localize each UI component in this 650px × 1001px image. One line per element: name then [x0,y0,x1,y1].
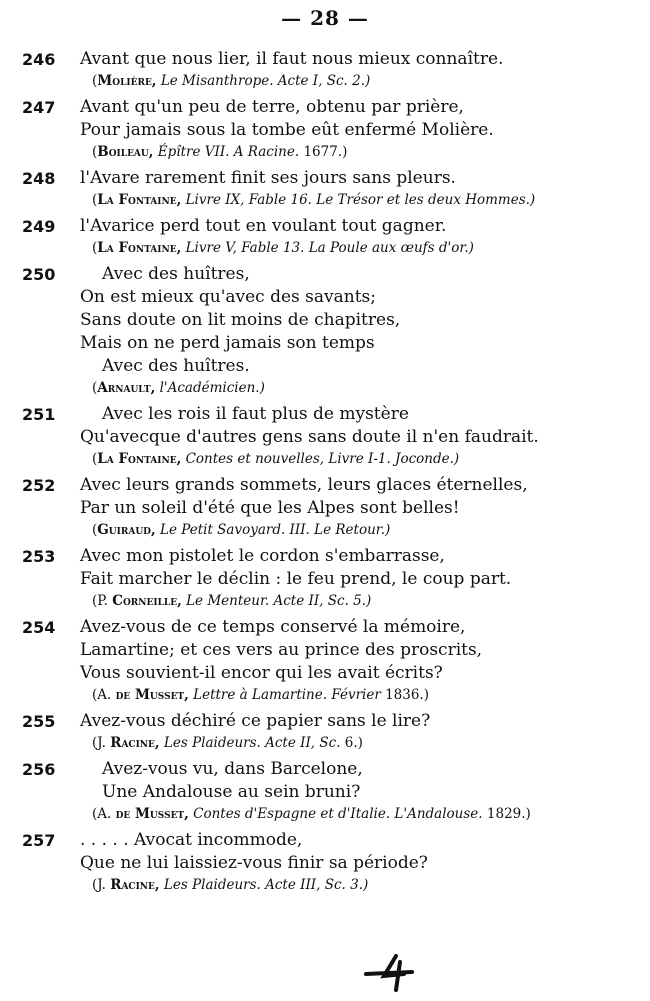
verse-line: l'Avarice perd tout en voulant tout gagner. [80,216,447,236]
entry-number: 252 [22,476,56,495]
verse-line: Lamartine; et ces vers au prince des proscrits, [80,640,483,660]
entry-number: 248 [22,169,56,188]
citation-source [80,733,650,753]
citation-source [80,238,650,258]
quotation-entry [0,616,650,705]
verse-line: Avec leurs grands sommets, leurs glaces éternelles, [80,475,528,495]
verse-line: Avec les rois il faut plus de mystère [102,404,409,424]
citation-author: Racine, [110,877,160,893]
citation-work: Les Plaideurs. Acte III, Sc. 3.) [163,877,369,893]
verse-line: Mais on ne perd jamais son temps [80,333,375,353]
quotation-entry [0,96,650,162]
citation-work: Les Plaideurs. Acte II, Sc. [163,735,341,751]
citation-author: Racine, [110,735,160,751]
verse-line: . . . . . Avocat incommode, [80,830,303,850]
citation-work: Le Menteur. Acte II, Sc. 5.) [186,593,372,609]
entry-number: 256 [22,760,56,779]
page-number: — 28 — [281,6,369,30]
verse-line: Avez-vous déchiré ce papier sans le lire? [80,711,431,731]
quotation-list [0,48,650,900]
citation-year: 1836.) [385,687,430,703]
verse-line: Fait marcher le déclin : le feu prend, le coup part. [80,569,512,589]
quotation-entry [0,710,650,753]
citation-author: Guiraud, [97,522,156,538]
citation-work: l'Académicien.) [159,380,265,396]
citation-work: Livre IX, Fable 16. Le Trésor et les deux Hommes.) [185,192,536,208]
quotation-entry [0,829,650,895]
citation-prefix: ( [92,451,98,467]
citation-year: 1677.) [303,144,348,160]
citation-prefix: ( [92,380,98,396]
citation-prefix: ( [92,73,98,89]
entry-number: 247 [22,98,56,117]
entry-number: 249 [22,217,56,236]
citation-work: Lettre à Lamartine. Février [193,687,381,703]
verse-line: Vous souvient-il encor qui les avait écrits? [80,663,443,683]
entry-number: 254 [22,618,56,637]
citation-prefix: ( [92,240,98,256]
citation-source [80,685,650,705]
quotation-entry [0,758,650,824]
quotation-entry [0,403,650,469]
citation-source [80,591,650,611]
citation-prefix: ( [92,144,98,160]
citation-work: Contes et nouvelles, Livre I-1. Joconde.) [185,451,460,467]
quotation-entry [0,263,650,398]
verse-line: Sans doute on lit moins de chapitres, [80,310,401,330]
citation-year: 6.) [344,735,363,751]
citation-source [80,71,650,91]
citation-author: Arnault, [97,380,156,396]
citation-prefix: (P. [92,593,113,609]
entry-number: 257 [22,831,56,850]
verse-line: On est mieux qu'avec des savants; [80,287,376,307]
verse-line: Avez-vous de ce temps conservé la mémoire, [80,617,466,637]
citation-source [80,190,640,210]
citation-source [80,378,650,398]
citation-year: 1829.) [486,806,531,822]
verse-line: Par un soleil d'été que les Alpes sont belles! [80,498,460,518]
citation-author: La Fontaine, [97,451,182,467]
citation-author: Boileau, [97,144,154,160]
verse-line: Que ne lui laissiez-vous finir sa période? [80,853,428,873]
verse-line: Avec mon pistolet le cordon s'embarrasse, [80,546,445,566]
verse-line: l'Avare rarement finit ses jours sans pleurs. [80,168,456,188]
verse-line: Avez-vous vu, dans Barcelone, [102,759,363,779]
citation-author: La Fontaine, [97,192,182,208]
handwritten-mark-icon [360,952,420,992]
citation-source [80,142,650,162]
verse-line: Avec des huîtres, [102,264,250,284]
citation-work: Contes d'Espagne et d'Italie. L'Andalouse. [193,806,483,822]
citation-prefix: (J. [92,877,111,893]
citation-source [80,520,650,540]
verse-line: Une Andalouse au sein bruni? [102,782,361,802]
citation-source [80,449,650,469]
citation-author: La Fontaine, [97,240,182,256]
citation-author: de Musset, [115,806,189,822]
entry-number: 253 [22,547,56,566]
entry-number: 250 [22,265,56,284]
verse-line: Avant qu'un peu de terre, obtenu par prière, [80,97,464,117]
citation-prefix: ( [92,522,98,538]
quotation-entry [0,167,650,210]
verse-line: Pour jamais sous la tombe eût enfermé Molière. [80,120,494,140]
citation-source [80,804,650,824]
entry-number: 251 [22,405,56,424]
citation-author: de Musset, [115,687,189,703]
citation-work: Le Misanthrope. Acte I, Sc. 2.) [160,73,371,89]
citation-prefix: ( [92,192,98,208]
quotation-entry [0,474,650,540]
citation-work: Livre V, Fable 13. La Poule aux œufs d'or.) [185,240,474,256]
quotation-entry [0,48,650,91]
citation-work: Épître VII. A Racine. [157,144,300,160]
citation-prefix: (A. [92,687,116,703]
citation-source [80,875,650,895]
citation-author: Molière, [97,73,157,89]
entry-number: 246 [22,50,56,69]
entry-number: 255 [22,712,56,731]
quotation-entry [0,545,650,611]
citation-work: Le Petit Savoyard. III. Le Retour.) [159,522,391,538]
citation-prefix: (A. [92,806,116,822]
verse-line: Qu'avecque d'autres gens sans doute il n'en faudrait. [80,427,539,447]
quotation-entry [0,215,650,258]
verse-line: Avant que nous lier, il faut nous mieux connaître. [80,49,504,69]
citation-author: Corneille, [112,593,182,609]
verse-line: Avec des huîtres. [102,356,250,376]
citation-prefix: (J. [92,735,111,751]
